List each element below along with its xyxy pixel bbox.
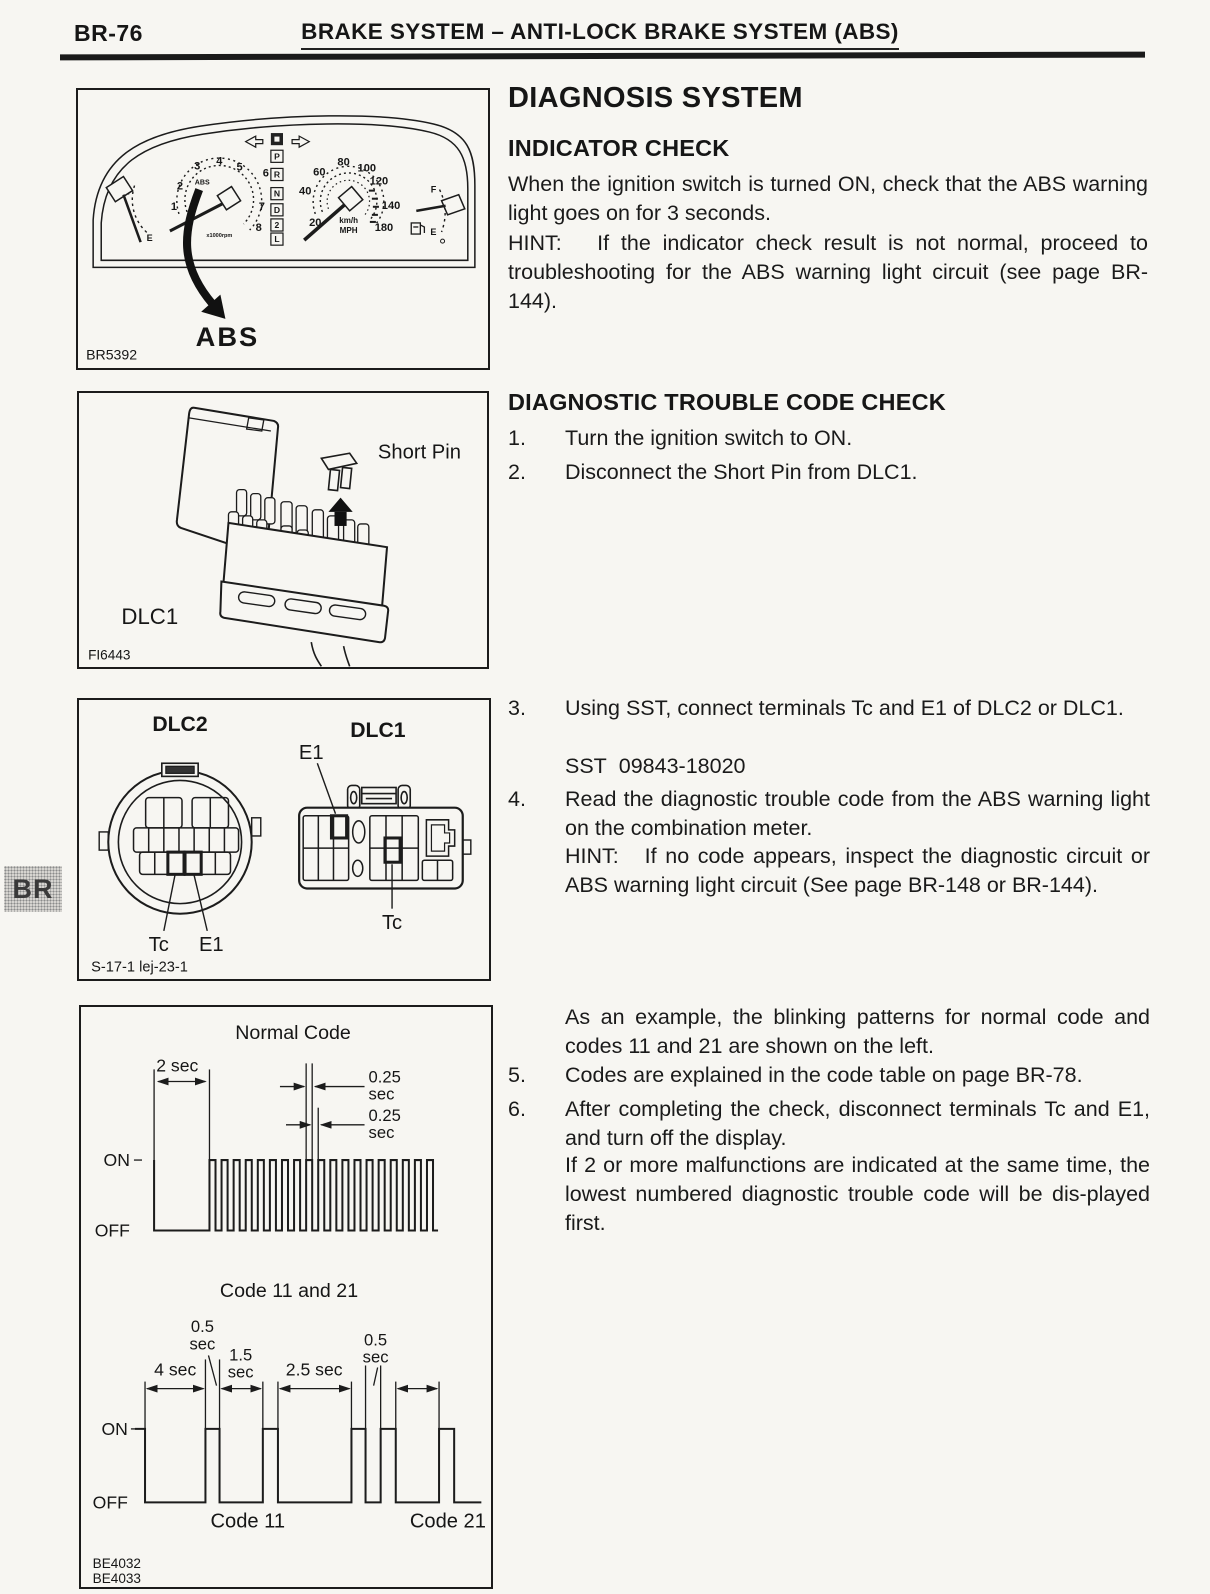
dlc2-label: DLC2 [152, 712, 208, 736]
dlc-terminals-illustration [79, 700, 489, 979]
dtc-step-6 [508, 1095, 1150, 1153]
step-number: 5. [508, 1063, 526, 1087]
dtc-step-4 [508, 785, 1150, 843]
fuel-pump-icon [411, 223, 424, 234]
dlc2-connector [99, 763, 261, 931]
dtc-step-1 [508, 424, 1150, 453]
step-number: 4. [508, 787, 526, 811]
indicator-check-hint: HINT: If the indicator check result is not normal, proceed to troubleshooting for the ABS warning light circuit (see page BR-144). [508, 231, 1148, 314]
fuel-needle [416, 206, 445, 211]
svg-text:1: 1 [170, 200, 178, 213]
figure-code: FI6443 [88, 647, 131, 663]
dtc-step-5 [508, 1061, 1150, 1090]
dlc1-bracket [348, 785, 411, 809]
svg-text:100: 100 [357, 162, 377, 175]
svg-text:2: 2 [274, 219, 280, 230]
temp-needle [123, 195, 140, 242]
svg-text:R: R [273, 169, 281, 180]
svg-text:P: P [274, 151, 280, 162]
svg-text:D: D [273, 204, 281, 215]
sst-number: SST 09843-18020 [565, 754, 746, 778]
normal-on-label: ON [103, 1150, 130, 1171]
wire-harness [311, 642, 349, 666]
speed-minor-ticks [369, 191, 379, 222]
fuel-e-label: E [430, 227, 437, 238]
combination-meter-illustration [78, 90, 488, 368]
figure-blink-patterns [79, 1005, 493, 1589]
dim-4sec-label: 4 sec [154, 1359, 197, 1380]
temp-needle-head [106, 176, 132, 201]
abs-callout-label: ABS [195, 321, 260, 353]
step-number: 3. [508, 696, 526, 720]
svg-text:6: 6 [262, 167, 269, 180]
code-11-21-diagram [93, 1280, 486, 1533]
normal-code-diagram [95, 1022, 438, 1240]
section-heading-diagnosis-system: DIAGNOSIS SYSTEM [508, 82, 803, 114]
svg-text:2: 2 [176, 180, 184, 193]
svg-text:120: 120 [369, 175, 389, 188]
dim-2sec-label: 2 sec [156, 1055, 199, 1076]
dim-25sec-label: 2.5 sec [285, 1359, 343, 1380]
step-number: 1. [508, 426, 526, 450]
code1121-title: Code 11 and 21 [219, 1280, 359, 1302]
normal-code-waveform [154, 1160, 438, 1230]
svg-text:80: 80 [337, 156, 350, 169]
dlc2-tc-terminal [168, 852, 184, 874]
svg-text:180: 180 [374, 222, 394, 235]
short-pin-label: Short Pin [377, 441, 461, 464]
svg-text:8: 8 [255, 222, 262, 235]
page-title-text: BRAKE SYSTEM – ANTI-LOCK BRAKE SYSTEM (ABS) [301, 19, 899, 50]
turn-left-icon [246, 136, 263, 147]
dlc1-connector [299, 763, 471, 908]
svg-text:7: 7 [258, 200, 265, 213]
dtc-step-6-note: If 2 or more malfunctions are indicated at the same time, the lowest numbered diagnostic trouble code will be dis-played first. [565, 1153, 1150, 1236]
figure-code: S-17-1 lej-23-1 [91, 959, 188, 976]
dim-025a-label: 0.25 [368, 1067, 401, 1087]
dim-05b-label: 0.5 [364, 1330, 388, 1350]
step-number: 2. [508, 460, 526, 484]
tach-needle-head [217, 187, 240, 210]
gear-letters [274, 151, 281, 244]
subheading-dtc-check: DIAGNOSTIC TROUBLE CODE CHECK [508, 389, 946, 415]
dtc-step-4-hint: HINT: If no code appears, inspect the diagnostic circuit or ABS warning light circuit (See page BR-148 or BR-144). [565, 844, 1150, 898]
dtc-step-3 [508, 694, 1150, 723]
dim-15-unit: sec [227, 1362, 254, 1382]
figure-dlc1-short-pin [77, 391, 489, 669]
meter-housing [93, 116, 475, 268]
temp-gauge [106, 176, 152, 243]
figure-dlc-terminals [77, 698, 491, 981]
dim-025a-unit: sec [368, 1084, 395, 1104]
svg-text:60: 60 [313, 166, 326, 179]
figure-combination-meter [76, 88, 490, 370]
dim-05b-unit: sec [362, 1347, 389, 1367]
blink-pattern-example-paragraph: As an example, the blinking patterns for normal code and codes 11 and 21 are shown on the left. [565, 1005, 1150, 1059]
dlc2-tc-label: Tc [148, 934, 169, 957]
figure-code-1: BE4032 [92, 1555, 141, 1571]
subheading-indicator-check: INDICATOR CHECK [508, 135, 730, 161]
abs-callout-arrow [187, 190, 225, 319]
short-pin [321, 453, 356, 490]
header-rule [60, 52, 1145, 61]
normal-off-label: OFF [94, 1220, 130, 1241]
connector-body [220, 523, 388, 666]
turn-right-icon [292, 136, 309, 147]
temp-e-label: E [146, 233, 153, 244]
blink-pattern-diagrams [81, 1007, 491, 1587]
svg-text:140: 140 [381, 199, 401, 212]
dim-025b-unit: sec [368, 1122, 395, 1142]
dlc2-e1-terminal [185, 852, 201, 874]
svg-text:40: 40 [299, 185, 312, 198]
dim-025b-label: 0.25 [368, 1105, 401, 1125]
dlc1-e1-label: E1 [298, 742, 324, 765]
step-text: Using SST, connect terminals Tc and E1 of DLC2 or DLC1. [565, 696, 1124, 720]
code-on-label: ON [101, 1418, 128, 1439]
page-title [270, 19, 930, 50]
dlc2-terminal-grid [134, 798, 239, 875]
dim-15-label: 1.5 [229, 1345, 253, 1365]
section-thumb-tab: BR [4, 866, 62, 912]
page-number: BR-76 [74, 20, 143, 46]
abs-warning-lamp: ABS [194, 179, 210, 187]
normal-code-title: Normal Code [235, 1022, 351, 1045]
speedometer [299, 156, 400, 240]
mph-label: MPH [339, 226, 358, 236]
step-number: 6. [508, 1097, 526, 1121]
svg-text:3: 3 [194, 160, 201, 173]
fuel-low-dot [441, 239, 445, 243]
code11-label: Code 11 [210, 1510, 286, 1533]
fuel-gauge [411, 185, 465, 243]
dtc-step-2 [508, 458, 1150, 487]
code21-label: Code 21 [409, 1510, 486, 1533]
step-text: After completing the check, disconnect terminals Tc and E1, and turn off the display. [565, 1097, 1150, 1151]
svg-text:5: 5 [236, 161, 243, 174]
dim-05a-label: 0.5 [190, 1317, 214, 1337]
step-text: Disconnect the Short Pin from DLC1. [565, 460, 918, 484]
dlc1-tc-label: Tc [381, 911, 403, 934]
svg-text:4: 4 [216, 155, 223, 168]
step-text: Read the diagnostic trouble code from the ABS warning light on the combination meter. [565, 787, 1150, 841]
dim-05a-unit: sec [189, 1334, 216, 1354]
rpm-unit-label: x1000rpm [206, 233, 233, 240]
dlc1-label: DLC1 [121, 603, 179, 629]
svg-text:N: N [273, 188, 281, 199]
code-off-label: OFF [92, 1492, 128, 1513]
figure-code: BR5392 [86, 346, 138, 363]
dlc1-short-pin-illustration [79, 393, 487, 667]
figure-code-2: BE4033 [92, 1570, 141, 1586]
step-text: Turn the ignition switch to ON. [565, 426, 853, 450]
fuel-f-label: F [430, 184, 437, 195]
indicator-check-paragraph: When the ignition switch is turned ON, check that the ABS warning light goes on for 3 seconds. [508, 172, 1148, 226]
svg-text:L: L [274, 234, 280, 245]
step-text: Codes are explained in the code table on page BR-78. [565, 1063, 1083, 1087]
svg-text:20: 20 [309, 216, 322, 229]
dlc1-label: DLC1 [350, 719, 406, 742]
dlc2-e1-label: E1 [198, 934, 224, 957]
code-11-21-waveform [135, 1429, 481, 1503]
kmh-label: km/h [339, 215, 359, 225]
